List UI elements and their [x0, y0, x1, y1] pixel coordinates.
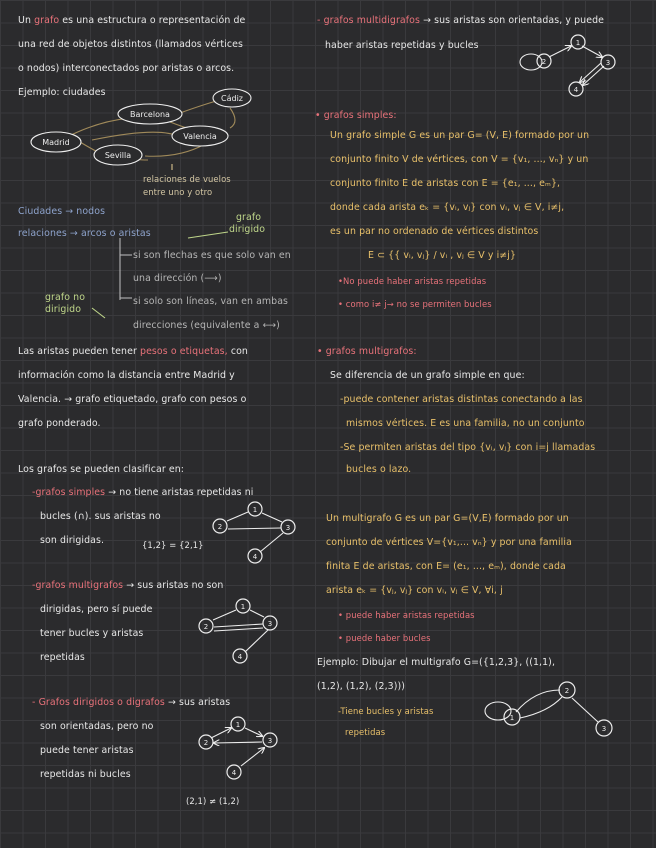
multi-line-2: dirigidas, pero sí puede: [40, 604, 153, 615]
multidigraph-node-1-label: 1: [575, 39, 581, 47]
intro-word-grafo: grafo: [34, 15, 60, 26]
multigraphs-para-2: conjunto de vértices V={v₁,... vₙ} y por una familia: [326, 537, 572, 548]
simple-graphs-line-2: conjunto finito V de vértices, con V = {v₁, ..., vₙ} y un: [330, 154, 589, 165]
simple-title: -grafos simples: [32, 487, 106, 498]
weights-highlight: pesos o etiquetas,: [140, 346, 228, 357]
multigraphs-example-1: Ejemplo: Dibujar el multigrafo G=({1,2,3}, ((1,1),: [317, 657, 556, 668]
digraph-line-2: son orientadas, pero no: [40, 721, 154, 732]
example-label: Ejemplo: ciudades: [18, 87, 106, 98]
classification-heading: Los grafos se pueden clasificar en:: [18, 464, 185, 475]
multi-node-1-label: 1: [240, 603, 246, 611]
simple-line-3: son dirigidas.: [40, 535, 105, 546]
multigraphs-diff-2a: -Se permiten aristas del tipo {vᵢ, vⱼ} con i=j llamadas: [340, 442, 596, 453]
simple-graphs-line-3: conjunto finito E de aristas con E = {e₁, ..., eₘ},: [330, 178, 561, 189]
weights-text-a: Las aristas pueden tener: [18, 346, 137, 357]
example-node-3-label: 3: [601, 725, 607, 733]
digraph-neq: (2,1) ≠ (1,2): [186, 796, 240, 806]
weights-line-3: Valencia. → grafo etiquetado, grafo con pesos o: [18, 394, 247, 405]
multigraphs-note-1: -Tiene bucles y aristas: [338, 706, 434, 716]
simple-graphs-title: • grafos simples:: [315, 110, 397, 121]
multi-title: -grafos multigrafos: [32, 580, 124, 591]
multigraphs-bullet-2: • puede haber bucles: [338, 633, 431, 643]
multi-node-3-label: 3: [267, 620, 273, 628]
multidigraph-line-2: haber aristas repetidas y bucles: [325, 40, 479, 51]
relations-to-arcs: relaciones → arcos o aristas: [18, 228, 151, 239]
example-node-2-label: 2: [564, 687, 570, 695]
example-node-1-label: 1: [509, 714, 515, 722]
simple-desc-1: → no tiene aristas repetidas ni: [108, 487, 254, 498]
weights-line-4: grafo ponderado.: [18, 418, 101, 429]
digraph-node-3-label: 3: [267, 737, 273, 745]
multidigraph-node-4-label: 4: [573, 86, 579, 94]
multi-node-4-label: 4: [237, 653, 243, 661]
multigraphs-note-2: repetidas: [345, 727, 386, 737]
simple-graphs-formula: E ⊂ {{ vᵢ, vⱼ} / vᵢ , vⱼ ∈ V y i≠j}: [368, 250, 517, 261]
simple-graphs-bullet-2: • como i≠ j→ no se permiten bucles: [338, 299, 492, 309]
undirected-label-2: dirigido: [45, 304, 82, 315]
city-sevilla: Sevilla: [104, 151, 132, 160]
undirected-label-1: grafo no: [45, 292, 86, 303]
city-valencia: Valencia: [183, 132, 217, 141]
intro-word-un: Un: [18, 15, 32, 26]
city-barcelona: Barcelona: [130, 110, 170, 119]
weights-line-2: información como la distancia entre Madrid y: [18, 370, 235, 381]
multigraphs-example-2: (1,2), (1,2), (2,3))): [317, 681, 406, 692]
simple-node-2-label: 2: [217, 523, 223, 531]
multidigraph-title: - grafos multidigrafos: [317, 15, 420, 26]
simple-line-2: bucles (∩). sus aristas no: [40, 511, 161, 522]
intro-line-2: una red de objetos distintos (llamados vértices: [18, 39, 243, 50]
digraph-line-3: puede tener aristas: [40, 745, 134, 756]
cities-to-nodes: Ciudades → nodos: [18, 206, 106, 217]
digraph-title: - Grafos dirigidos o digrafos: [32, 697, 165, 708]
multidigraph-node-2-label: 2: [541, 58, 547, 66]
multigraphs-line-1: Se diferencia de un grafo simple en que:: [330, 370, 525, 381]
multidigraph-desc-1: → sus aristas son orientadas, y puede: [423, 15, 605, 26]
digraph-line-4: repetidas ni bucles: [40, 769, 131, 780]
multigraphs-diff-2b: bucles o lazo.: [346, 464, 412, 475]
map-note-line-1: relaciones de vuelos: [143, 174, 231, 184]
city-madrid: Madrid: [42, 138, 70, 147]
lines-line-1: si solo son líneas, van en ambas: [133, 296, 289, 307]
arrows-line-1: si son flechas es que solo van en: [133, 250, 291, 261]
multigraphs-para-4: arista eₖ = {vⱼ, vⱼ} con vᵢ, vⱼ ∈ V, ∀i, j: [326, 585, 503, 596]
simple-graphs-line-4: donde cada arista eₖ = {vᵢ, vⱼ} con vᵢ, vⱼ ∈ V, i≠j,: [330, 202, 565, 213]
digraph-node-1-label: 1: [235, 721, 241, 729]
arrows-line-2: una dirección (⟶): [133, 273, 222, 284]
simple-node-3-label: 3: [285, 524, 291, 532]
multidigraph-node-3-label: 3: [605, 59, 611, 67]
lines-line-2: direcciones (equivalente a ⟷): [133, 320, 280, 331]
multigraphs-diff-1b: mismos vértices. E es una familia, no un conjunto: [346, 418, 585, 429]
intro-line-1-rest: es una estructura o representación de: [62, 15, 246, 26]
multigraphs-title: • grafos multigrafos:: [317, 346, 417, 357]
map-note-line-2: entre uno y otro: [143, 187, 213, 197]
digraph-node-4-label: 4: [231, 769, 237, 777]
multi-line-4: repetidas: [40, 652, 85, 663]
simple-node-1-label: 1: [252, 506, 258, 514]
city-cadiz: Cádiz: [221, 94, 243, 103]
multigraphs-bullet-1: • puede haber aristas repetidas: [338, 610, 475, 620]
multigraphs-diff-1a: -puede contener aristas distintas conectando a las: [340, 394, 583, 405]
digraph-desc-1: → sus aristas: [168, 697, 231, 708]
simple-graphs-bullet-1: •No puede haber aristas repetidas: [338, 276, 487, 286]
multi-node-2-label: 2: [203, 623, 209, 631]
multi-desc-1: → sus aristas no son: [126, 580, 224, 591]
multi-line-3: tener bucles y aristas: [40, 628, 144, 639]
simple-graphs-line-1: Un grafo simple G es un par G= (V, E) formado por un: [330, 130, 590, 141]
simple-eq: {1,2} = {2,1}: [142, 540, 204, 550]
multigraphs-para-1: Un multigrafo G es un par G=(V,E) formado por un: [326, 513, 569, 524]
simple-node-4-label: 4: [252, 553, 258, 561]
digraph-node-2-label: 2: [203, 739, 209, 747]
multigraphs-para-3: finita E de aristas, con E= (e₁, ..., eₘ), donde cada: [326, 561, 566, 572]
simple-graphs-line-5: es un par no ordenado de vértices distintos: [330, 226, 539, 237]
directed-label-2: dirigido: [229, 224, 266, 235]
weights-text-b: con: [230, 346, 248, 357]
intro-line-3: o nodos) interconectados por aristas o arcos.: [18, 63, 235, 74]
directed-label-1: grafo: [236, 212, 262, 223]
